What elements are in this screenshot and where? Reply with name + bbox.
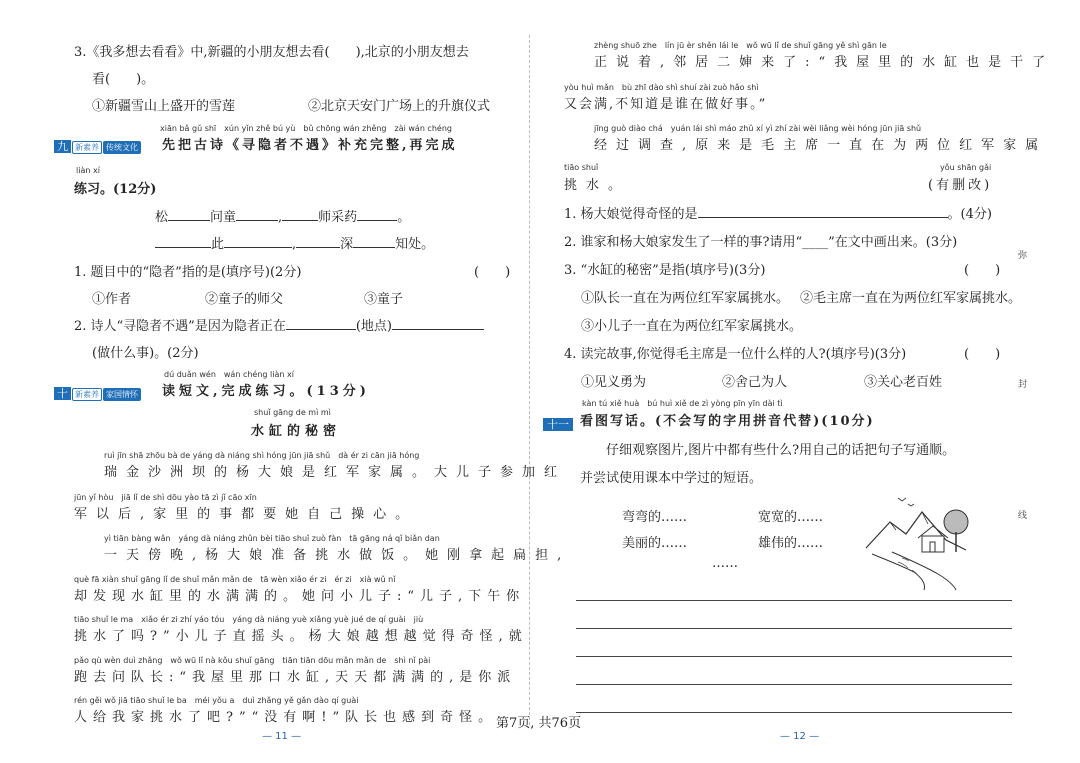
r-q3-option3: ③小儿子一直在为两位红军家属挑水。 [581,319,803,334]
section9-title: 先把古诗《寻隐者不遇》补充完整,再完成 [162,138,458,153]
s11-prompt1: 仔细观察图片,图片中都有些什么?用自己的话把句子写通顺。 [606,443,956,458]
seal-mark-3: 线 [1018,511,1028,521]
section11-pinyin: kàn tú xiě huà bú huì xiě de zì yòng pīn yīn dài tì [582,399,783,408]
poem-text: 知处。 [395,237,435,252]
blank[interactable] [282,208,318,221]
story-pinyin: tiāo shuǐ [564,163,599,172]
story-pinyin: què fā xiàn shuǐ gāng lǐ de shuǐ mǎn mǎn de tā wèn xiǎo ér zi ér zi xià wǔ nǐ [74,575,396,584]
story-pinyin: zhèng shuō zhe lín jū èr shěn lái le wǒ wū lǐ de shuǐ gāng yě shì gān le [594,41,887,50]
blank[interactable] [392,317,484,330]
story-pinyin: pǎo qù wèn duì zhǎng wǒ wū lǐ nà kǒu shuǐ gāng tiān tiān dōu mǎn mǎn de shì nǐ pài [74,656,431,665]
blank[interactable] [296,235,340,248]
s9-q1-option1: ①作者 [92,292,132,307]
s9-question2 [74,315,484,334]
poem-text: , [278,210,283,225]
poem-text: , [292,237,297,252]
writing-line[interactable] [576,712,1012,713]
r-question4: 4. 读完故事,你觉得毛主席是一位什么样的人?(填序号)(3分) [564,347,907,362]
writing-line[interactable] [576,628,1012,629]
r-q1-text: 1. 杨大娘觉得奇怪的是 [564,207,698,222]
r-question1 [564,203,992,222]
phrase-2: 宽宽的…… [758,510,824,525]
s9-q1-option2: ②童子的师父 [205,292,284,307]
blank[interactable] [168,208,210,221]
writing-line[interactable] [576,656,1012,657]
story-text: 军以后,家里的事都要她自己操心。 [74,507,418,522]
r-question2: 2. 谁家和杨大娘家发生了一样的事?请用“____”在文中画出来。(3分) [564,235,958,250]
q3-option-2: ②北京天安门广场上的升旗仪式 [308,99,491,114]
page-number-left: — 11 — [262,731,302,742]
story-pinyin: ruì jīn shā zhōu bà de yáng dà niáng shì hóng jūn jiā shǔ dà ér zi cān jiā hóng [104,451,420,460]
story-title: 水缸的秘密 [251,424,342,439]
poem-line1 [155,206,410,225]
story-text: 一天傍晚,杨大娘准备挑水做饭。她刚拿起扁担, [104,548,571,563]
story-text: 经过调查,原来是毛主席一直在为两位红军家属 [594,138,1048,153]
section10-tag2: 家国情怀 [103,388,141,401]
story-pinyin: jīng guò diào chá yuán lái shì máo zhǔ xí yì zhí zài wèi liǎng wèi hóng jūn jiā shǔ [594,124,922,133]
section9-pinyin: xiān bǎ gǔ shī xún yǐn zhě bú yù bǔ chōng wán zhěng zài wán chéng [160,124,452,133]
s9-q2-text: (地点) [355,319,392,334]
r-question4-answer[interactable]: ( ) [964,347,1001,362]
adapt-note: (有删改) [928,178,993,193]
page-divider [529,35,530,725]
story-pinyin: yì tiān bàng wǎn yáng dà niáng zhǔn bèi tiāo shuǐ zuò fàn tā gāng ná qǐ biǎn dan [104,534,440,543]
center-page-footer: 第7页, 共76页 [496,716,582,731]
r-q3-option1: ①队长一直在为两位红军家属挑水。 [581,291,790,306]
s11-prompt2: 并尝试使用课本中学过的短语。 [580,471,763,486]
story-text: 跑去问队长:“我屋里那口水缸,天天都满满的,是你派 [74,670,517,685]
section11-title: 看图写话。(不会写的字用拼音代替)(10分) [580,414,875,429]
blank[interactable] [236,208,278,221]
q3-option-1: ①新疆雪山上盛开的雪莲 [92,99,236,114]
s9-question2-end: (做什么事)。(2分) [92,346,199,361]
r-q4-option1: ①见义勇为 [581,375,647,390]
story-pinyin: jūn yǐ hòu jiā lǐ de shì dōu yào tā zì jǐ cāo xīn [74,493,257,502]
story-text: 又会满,不知道是谁在做好事。” [564,97,768,112]
story-pinyin: yòu huì mǎn bù zhī dào shì shuí zài zuò hǎo shì [564,83,759,92]
section9-title2: 练习。(12分) [74,182,157,197]
section11-badge [543,413,573,432]
r-q3-option2: ②毛主席一直在为两位红军家属挑水。 [800,291,1022,306]
section10-tag1: 新素养 [72,388,102,401]
r-q4-option2: ②舍己为人 [722,375,788,390]
section10-title: 读短文,完成练习。(13分) [162,384,370,399]
story-pinyin: tiāo shuǐ le ma xiǎo ér zi zhí yáo tóu yáng dà niáng yuè xiǎng yuè jué de qí guài jiù [74,615,424,624]
story-text: 人给我家挑水了吧?”“没有啊!”队长也感到奇怪。 [74,710,498,725]
poem-line2 [155,233,434,252]
phrase-1: 弯弯的…… [622,510,688,525]
writing-line[interactable] [576,684,1012,685]
page-number-right: — 12 — [780,731,820,742]
blank[interactable] [224,235,292,248]
writing-line[interactable] [576,600,1012,601]
poem-text: 。 [397,210,411,225]
r-question3-answer[interactable]: ( ) [964,263,1001,278]
s9-question1: 1. 题目中的“隐者”指的是(填序号)(2分) [74,265,302,280]
blank[interactable] [353,235,395,248]
story-text: 瑞金沙洲坝的杨大娘是红军家属。大儿子参加红 [104,465,567,480]
q3-line2: 看( )。 [92,72,155,87]
s9-q2-text: 2. 诗人“寻隐者不遇”是因为隐者正在 [74,319,286,334]
blank[interactable] [286,317,356,330]
seal-mark-1: 弥 [1018,251,1028,261]
poem-text: 此 [211,237,225,252]
poem-text: 深 [340,237,354,252]
story-text: 却发现水缸里的水满满的。她问小儿子:“儿子,下午你 [74,589,526,604]
section10-number: 十 [54,387,71,400]
q3-line1: 3.《我多想去看看》中,新疆的小朋友想去看( ),北京的小朋友想去 [74,45,469,60]
story-pinyin: rén gěi wǒ jiā tiāo shuǐ le ba méi yǒu a duì zhǎng yě gǎn dào qí guài [74,696,359,705]
blank[interactable] [357,208,397,221]
section9-tag1: 新素养 [72,141,102,154]
poem-text: 问童 [210,210,237,225]
s9-q1-option3: ③童子 [364,292,404,307]
section9-badge [54,135,141,154]
r-q4-option3: ③关心老百姓 [864,375,943,390]
phrase-4: 雄伟的…… [758,536,824,551]
s9-question1-answer[interactable]: ( ) [474,265,511,280]
section10-pinyin: dú duǎn wén wán chéng liàn xí [164,370,294,379]
section11-number: 十一 [543,418,573,431]
story-text: 挑水。 [564,178,631,193]
seal-mark-2: 封 [1018,380,1028,390]
blank[interactable] [155,235,211,248]
story-text: 挑水了吗?”小儿子直摇头。杨大娘越想越觉得奇怪,就 [74,629,528,644]
section9-pinyin2: liàn xí [76,166,100,175]
poem-text: 松 [155,210,169,225]
phrase-3: 美丽的…… [622,536,688,551]
section9-tag2: 传统文化 [103,141,141,154]
section9-number: 九 [54,140,71,153]
poem-text: 师采药 [318,210,358,225]
phrase-5: …… [712,556,738,571]
blank[interactable] [698,205,948,218]
story-title-pinyin: shuǐ gāng de mì mì [254,408,331,417]
r-question3: 3. “水缸的秘密”是指(填序号)(3分) [564,263,766,278]
adapt-pinyin: yǒu shān gǎi [940,163,992,172]
section10-badge [54,382,141,401]
story-text: 正说着,邻居二婶来了:“我屋里的水缸也是干了 [594,55,1055,70]
r-q1-text: 。(4分) [947,207,992,222]
scene-illustration [862,492,970,592]
